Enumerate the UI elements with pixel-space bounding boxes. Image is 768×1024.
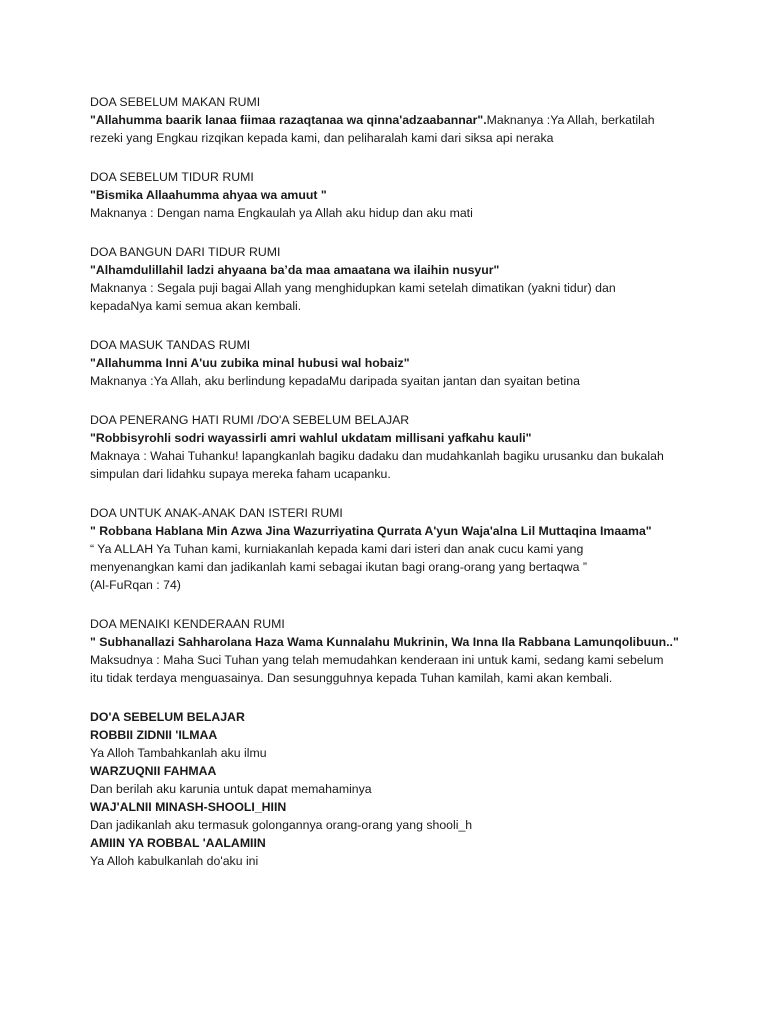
meaning-text: Dan jadikanlah aku termasuk golongannya orang-orang yang shooli_h bbox=[90, 818, 473, 832]
section-heading: DOA UNTUK ANAK-ANAK DAN ISTERI RUMI bbox=[90, 506, 343, 520]
section-doa-sebelum-belajar bbox=[90, 708, 712, 870]
meaning-text: simpulan dari lidahku supaya mereka faham ucapanku. bbox=[90, 467, 391, 481]
arabic-with-meaning-line bbox=[90, 111, 712, 129]
meaning-text: Maknanya : Dengan nama Engkaulah ya Allah aku hidup dan aku mati bbox=[90, 206, 473, 220]
section-doa-anak-isteri bbox=[90, 504, 712, 594]
section-doa-masuk-tandas bbox=[90, 336, 712, 390]
section-doa-sebelum-makan bbox=[90, 93, 712, 147]
meaning-text: Dan berilah aku karunia untuk dapat memahaminya bbox=[90, 782, 372, 796]
meaning-text: Maknanya : Segala puji bagai Allah yang menghidupkan kami setelah dimatikan (yakni tidur) dan bbox=[90, 281, 616, 295]
meaning-text: Ya Alloh Tambahkanlah aku ilmu bbox=[90, 746, 267, 760]
meaning-text: menyenangkan kami dan jadikanlah kami sebagai ikutan bagi orang-orang yang bertaqwa ” bbox=[90, 560, 587, 574]
section-heading: DO'A SEBELUM BELAJAR bbox=[90, 710, 245, 724]
section-doa-penerang-hati bbox=[90, 411, 712, 483]
arabic-text: WARZUQNII FAHMAA bbox=[90, 764, 217, 778]
meaning-text: Maksudnya : Maha Suci Tuhan yang telah memudahkan kenderaan ini untuk kami, sedang kami sebelum bbox=[90, 653, 664, 667]
meaning-text: Maknanya :Ya Allah, berkatilah bbox=[486, 113, 655, 127]
meaning-text: rezeki yang Engkau rizqikan kepada kami, dan peliharalah kami dari siksa api neraka bbox=[90, 131, 554, 145]
section-doa-sebelum-tidur bbox=[90, 168, 712, 222]
section-doa-menaiki-kenderaan bbox=[90, 615, 712, 687]
arabic-text: "Allahumma baarik lanaa fiimaa razaqtanaa wa qinna'adzaabannar". bbox=[90, 113, 487, 127]
section-heading: DOA PENERANG HATI RUMI /DO'A SEBELUM BELAJAR bbox=[90, 413, 410, 427]
section-heading: DOA BANGUN DARI TIDUR RUMI bbox=[90, 245, 281, 259]
meaning-text: Ya Alloh kabulkanlah do'aku ini bbox=[90, 854, 259, 868]
section-doa-bangun-tidur bbox=[90, 243, 712, 315]
arabic-text: WAJ'ALNII MINASH-SHOOLI_HIIN bbox=[90, 800, 287, 814]
arabic-text: "Allahumma Inni A'uu zubika minal hubusi wal hobaiz" bbox=[90, 356, 410, 370]
arabic-text: AMIIN YA ROBBAL 'AALAMIIN bbox=[90, 836, 266, 850]
meaning-text: itu tidak terdaya menguasainya. Dan sesungguhnya kepada Tuhan kamilah, kami akan kembali. bbox=[90, 671, 613, 685]
arabic-text: ROBBII ZIDNII 'ILMAA bbox=[90, 728, 218, 742]
section-heading: DOA MENAIKI KENDERAAN RUMI bbox=[90, 617, 285, 631]
meaning-text: kepadaNya kami semua akan kembali. bbox=[90, 299, 302, 313]
meaning-text: Maknaya : Wahai Tuhanku! lapangkanlah bagiku dadaku dan mudahkanlah bagiku urusanku dan bukalah bbox=[90, 449, 664, 463]
meaning-text: Maknanya :Ya Allah, aku berlindung kepadaMu daripada syaitan jantan dan syaitan betina bbox=[90, 374, 580, 388]
section-heading: DOA MASUK TANDAS RUMI bbox=[90, 338, 251, 352]
section-heading: DOA SEBELUM TIDUR RUMI bbox=[90, 170, 254, 184]
arabic-text: " Robbana Hablana Min Azwa Jina Wazurriyatina Qurrata A'yun Waja'alna Lil Muttaqina Imaama" bbox=[90, 524, 652, 538]
surah-reference: (Al-FuRqan : 74) bbox=[90, 578, 181, 592]
arabic-text: "Alhamdulillahil ladzi ahyaana ba’da maa amaatana wa ilaihin nusyur" bbox=[90, 263, 500, 277]
arabic-text: " Subhanallazi Sahharolana Haza Wama Kunnalahu Mukrinin, Wa Inna Ila Rabbana Lamunqolibuun.." bbox=[90, 635, 679, 649]
section-heading: DOA SEBELUM MAKAN RUMI bbox=[90, 95, 261, 109]
meaning-text: “ Ya ALLAH Ya Tuhan kami, kurniakanlah kepada kami dari isteri dan anak cucu kami yang bbox=[90, 542, 584, 556]
arabic-text: "Bismika Allaahumma ahyaa wa amuut " bbox=[90, 188, 327, 202]
arabic-text: "Robbisyrohli sodri wayassirli amri wahlul ukdatam millisani yafkahu kauli" bbox=[90, 431, 532, 445]
